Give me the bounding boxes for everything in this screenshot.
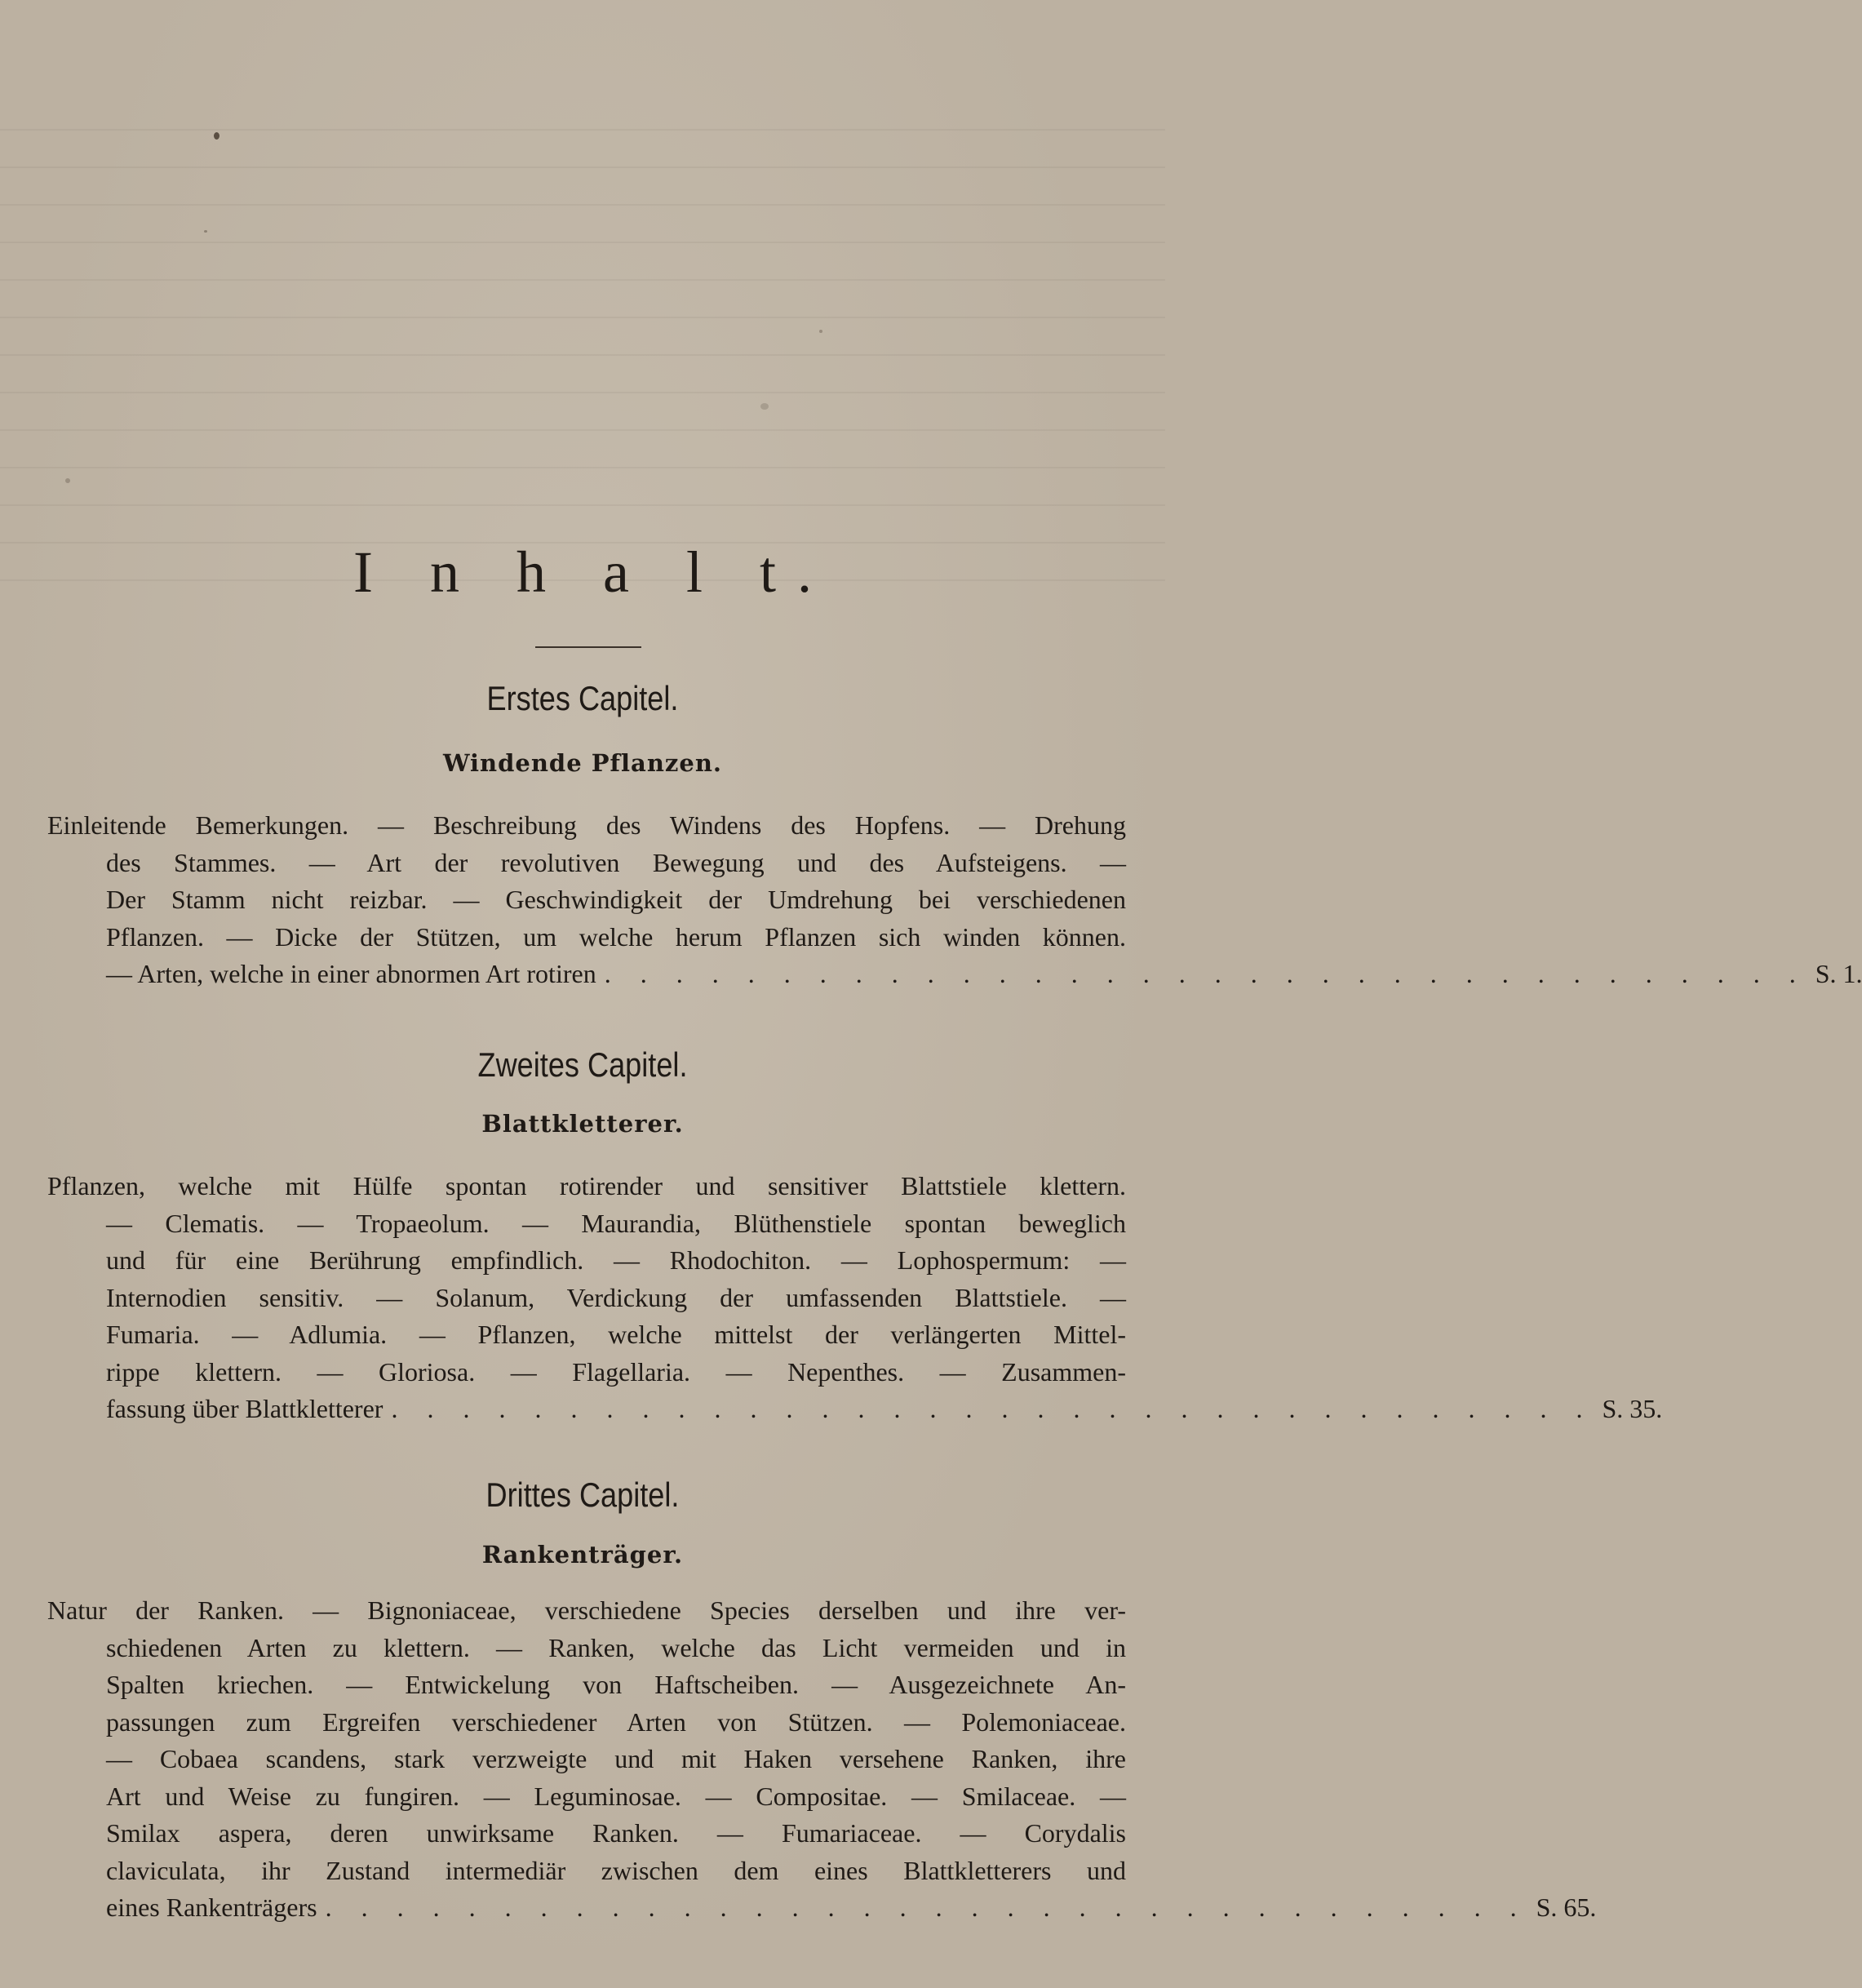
summary-line: schiedenen Arten zu klettern. — Ranken, welche das Licht vermeiden und in <box>106 1632 1126 1662</box>
chapter-3-summary <box>47 1592 1597 1927</box>
chapter-2-title: Zweites Capitel. <box>477 1045 688 1084</box>
chapter-3-subtitle: Rankenträger. <box>481 1541 684 1569</box>
paper-speck <box>65 478 70 483</box>
summary-line: des Stammes. — Art der revolutiven Bewegung und des Aufsteigens. — <box>106 847 1126 877</box>
paper-speck <box>819 330 822 333</box>
summary-line: Spalten kriechen. — Entwickelung von Haftscheiben. — Ausgezeichnete An- <box>106 1670 1126 1699</box>
paper-speck <box>204 230 207 233</box>
dot-leader: . . . . . . . . . . . . . . . . . . . . . . . . . . . . . . . . . . <box>604 959 1807 988</box>
page-reference: S. 1. <box>1815 959 1862 988</box>
summary-line: Natur der Ranken. — Bignoniaceae, verschiedene Species derselben und ihre ver- <box>47 1595 1126 1625</box>
chapter-1-title: Erstes Capitel. <box>486 679 679 717</box>
summary-line: Einleitende Bemerkungen. — Beschreibung des Windens des Hopfens. — Drehung <box>47 810 1126 840</box>
summary-line: — Clematis. — Tropaeolum. — Maurandia, Blüthenstiele spontan beweglich <box>106 1208 1126 1238</box>
summary-line: Pflanzen. — Dicke der Stützen, um welche herum Pflanzen sich winden können. <box>106 921 1126 952</box>
page-title: I n h a l t. <box>353 539 833 605</box>
chapter-3-title: Drittes Capitel. <box>485 1475 680 1514</box>
summary-last-line <box>47 1391 1663 1428</box>
summary-line: Fumaria. — Adlumia. — Pflanzen, welche mittelst der verlängerten Mittel- <box>106 1320 1126 1349</box>
summary-line: Art und Weise zu fungiren. — Leguminosae. — Compositae. — Smilaceae. — <box>106 1781 1126 1811</box>
show-through-text <box>0 98 1165 588</box>
summary-line: Pflanzen, welche mit Hülfe spontan rotirender und sensitiver Blattstiele klettern. <box>47 1171 1126 1200</box>
title-rule <box>535 646 641 648</box>
page-reference: S. 65. <box>1536 1893 1597 1922</box>
summary-line: — Cobaea scandens, stark verzweigte und mit Haken versehene Ranken, ihre <box>106 1744 1126 1773</box>
summary-last-line <box>47 1889 1597 1927</box>
summary-line: Internodien sensitiv. — Solanum, Verdickung der umfassenden Blattstiele. — <box>106 1282 1126 1312</box>
chapter-1-summary <box>47 807 1862 993</box>
summary-line: passungen zum Ergreifen verschiedener Arten von Stützen. — Polemoniaceae. <box>106 1706 1126 1737</box>
summary-line: — Arten, welche in einer abnormen Art rotiren <box>106 959 596 988</box>
dot-leader: . . . . . . . . . . . . . . . . . . . . . . . . . . . . . . . . . . <box>391 1394 1594 1423</box>
summary-line: Smilax aspera, deren unwirksame Ranken. — Fumariaceae. — Corydalis <box>106 1818 1126 1848</box>
summary-line: eines Rankenträgers <box>106 1893 317 1922</box>
chapter-2-subtitle: Blattkletterer. <box>481 1110 684 1138</box>
summary-last-line <box>47 956 1862 993</box>
summary-line: claviculata, ihr Zustand intermediär zwischen dem eines Blattkletterers und <box>106 1855 1126 1885</box>
summary-line: fassung über Blattkletterer <box>106 1394 383 1423</box>
page-reference: S. 35. <box>1602 1394 1663 1423</box>
chapter-1-subtitle: Windende Pflanzen. <box>442 749 723 777</box>
chapter-2-summary <box>47 1168 1663 1428</box>
summary-line: Der Stamm nicht reizbar. — Geschwindigkeit der Umdrehung bei verschiedenen <box>106 885 1126 914</box>
paper-speck <box>760 403 769 410</box>
summary-line: rippe klettern. — Gloriosa. — Flagellaria. — Nepenthes. — Zusammen- <box>106 1356 1126 1387</box>
paper-speck <box>214 132 219 140</box>
summary-line: und für eine Berührung empfindlich. — Rhodochiton. — Lophospermum: — <box>106 1245 1126 1275</box>
dot-leader: . . . . . . . . . . . . . . . . . . . . . . . . . . . . . . . . . . <box>325 1893 1528 1922</box>
